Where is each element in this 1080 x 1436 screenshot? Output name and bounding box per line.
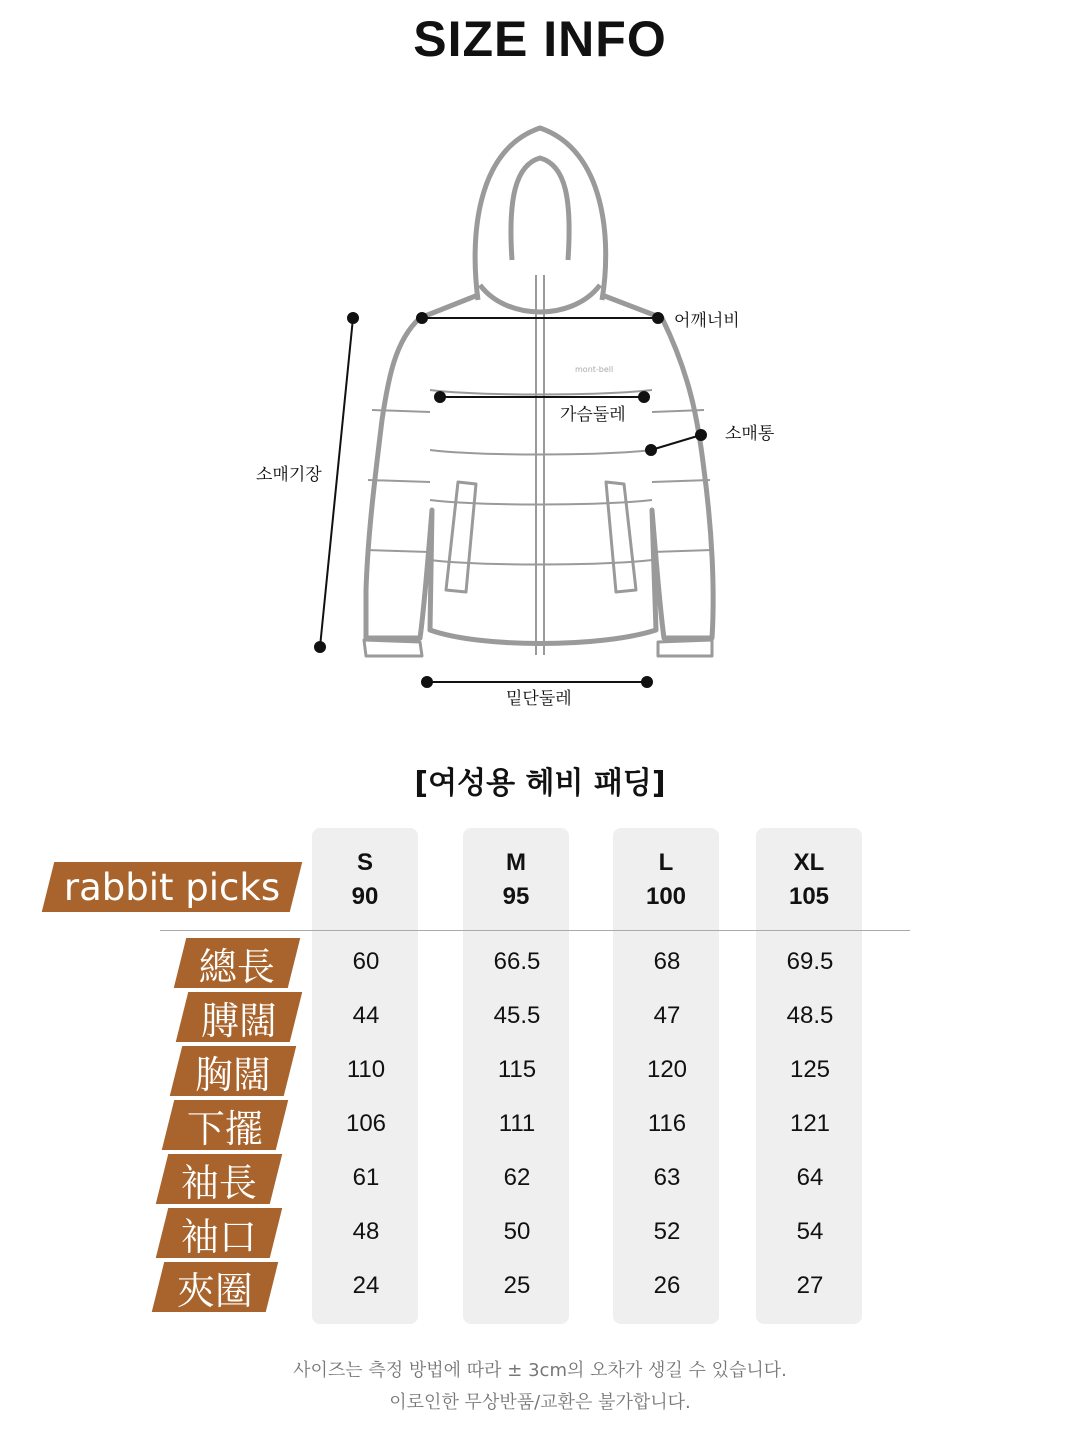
- table-cell: 106: [345, 1110, 387, 1137]
- table-cell: 25: [503, 1272, 531, 1299]
- table-cell: 26: [653, 1272, 681, 1299]
- table-cell: 50: [503, 1218, 531, 1245]
- size-header: [312, 846, 418, 914]
- label-shoulder: 어깨너비: [674, 311, 740, 331]
- table-cell: 47: [653, 1002, 681, 1029]
- table-cell: 61: [352, 1164, 380, 1191]
- measure-name: 膊闊: [200, 998, 277, 1043]
- table-cell: 68: [653, 948, 681, 975]
- measure-name: 夾圈: [176, 1268, 253, 1313]
- size-header: [613, 846, 719, 914]
- measure-name: 袖長: [180, 1160, 257, 1205]
- size-label: XL: [793, 849, 825, 876]
- measure-tag: [170, 1046, 296, 1096]
- table-cell: 121: [789, 1110, 831, 1137]
- table-cell: 116: [647, 1110, 687, 1137]
- table-cell: 24: [352, 1272, 380, 1299]
- size-label: M: [506, 849, 526, 876]
- label-chest: 가슴둘레: [560, 405, 626, 425]
- table-cell: 27: [796, 1272, 824, 1299]
- size-number: 105: [788, 883, 830, 910]
- size-number: 95: [502, 883, 530, 910]
- table-cell: 52: [653, 1218, 681, 1245]
- measure-name: 總長: [198, 944, 275, 989]
- table-cell: 125: [789, 1056, 831, 1083]
- measure-tag: [176, 992, 302, 1042]
- table-cell: 111: [498, 1110, 536, 1137]
- table-cell: 48.5: [786, 1002, 834, 1029]
- table-cell: 45.5: [493, 1002, 541, 1029]
- header-divider: [160, 930, 910, 931]
- table-cell: 48: [352, 1218, 380, 1245]
- rabbit-picks-badge: [42, 862, 302, 912]
- size-label: L: [658, 849, 674, 876]
- table-cell: 44: [352, 1002, 380, 1029]
- note-line: 사이즈는 측정 방법에 따라 ± 3cm의 오차가 생길 수 있습니다.: [293, 1360, 787, 1381]
- table-cell: 62: [503, 1164, 531, 1191]
- measure-name: 袖口: [180, 1214, 257, 1259]
- size-header: [756, 846, 862, 914]
- measure-name: 下擺: [186, 1106, 263, 1151]
- size-label: S: [356, 849, 373, 876]
- label-sleeve-width: 소매통: [725, 424, 775, 444]
- table-cell: 110: [346, 1056, 386, 1083]
- measure-tag: [174, 938, 300, 988]
- product-title: [여성용 헤비 패딩]: [414, 766, 666, 801]
- measure-tag: [162, 1100, 288, 1150]
- page-title: SIZE INFO: [413, 11, 667, 67]
- measure-tag: [156, 1208, 282, 1258]
- table-cell: 64: [796, 1164, 824, 1191]
- measure-tag: [152, 1262, 278, 1312]
- jacket-diagram: [0, 90, 1080, 730]
- note-line: 이로인한 무상반품/교환은 불가합니다.: [389, 1392, 691, 1413]
- jacket-outline: [364, 128, 713, 656]
- table-cell: 63: [653, 1164, 681, 1191]
- label-hem: 밑단둘레: [506, 689, 572, 709]
- badge-text: rabbit picks: [63, 865, 281, 909]
- table-cell: 54: [796, 1218, 824, 1245]
- measure-name: 胸闊: [194, 1052, 271, 1097]
- table-cell: 60: [352, 948, 380, 975]
- table-cell: 120: [646, 1056, 688, 1083]
- table-cell: 115: [497, 1056, 537, 1083]
- size-number: 100: [645, 883, 687, 910]
- logo-text: mont-bell: [575, 365, 614, 374]
- table-cell: 66.5: [493, 948, 541, 975]
- size-header: [463, 846, 569, 914]
- label-sleeve-length: 소매기장: [256, 465, 322, 485]
- table-cell: 69.5: [786, 948, 834, 975]
- measure-tag: [156, 1154, 282, 1204]
- size-number: 90: [351, 883, 379, 910]
